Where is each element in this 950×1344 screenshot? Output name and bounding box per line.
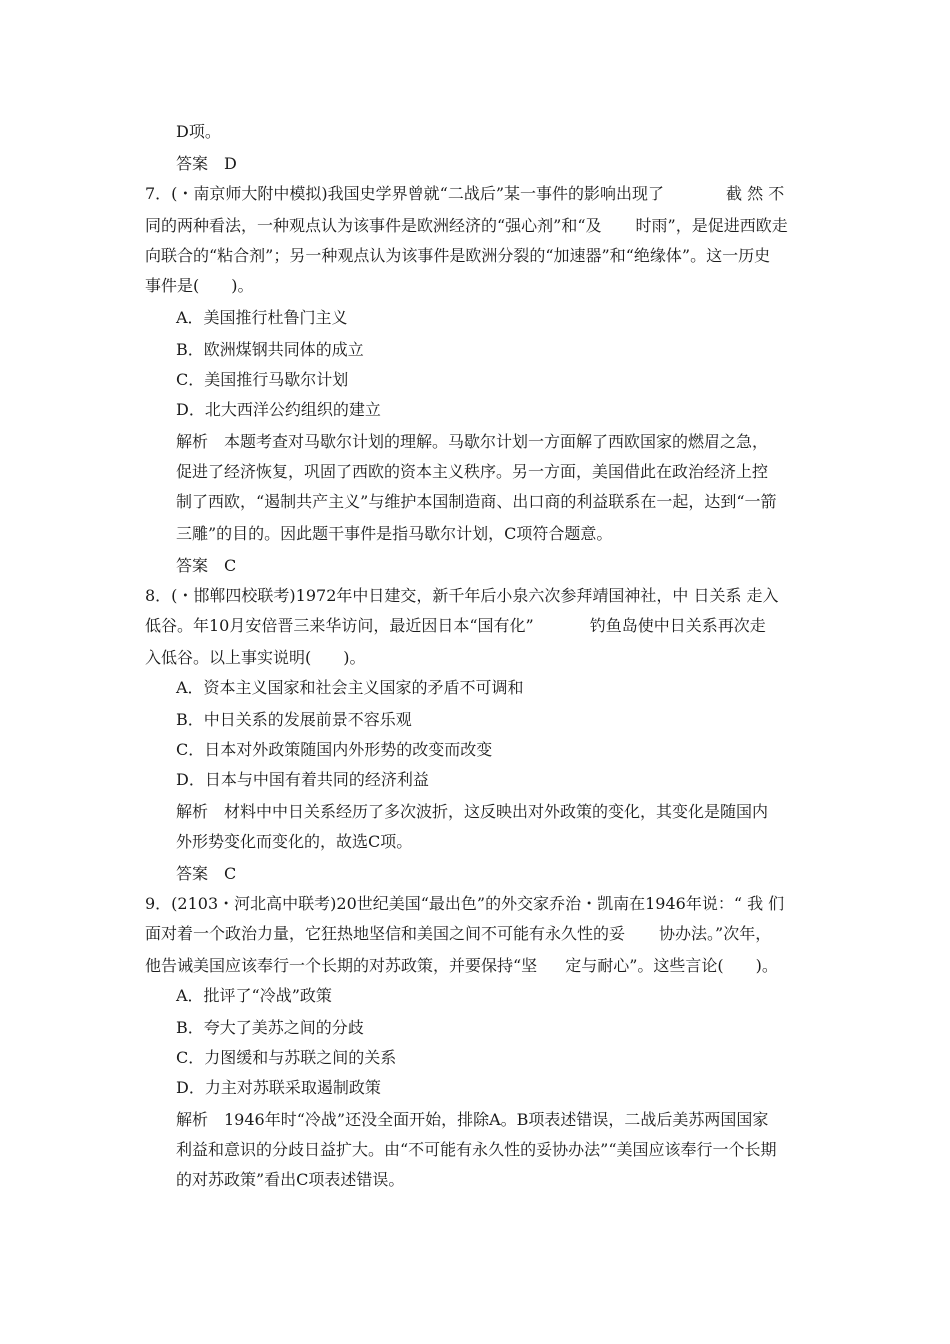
explanation-line: 解析 材料中中日关系经历了多次波折，这反映出对外政策的变化，其变化是随国内 (176, 802, 769, 821)
question-9-line-1: 9．(2103・河北高中联考)20世纪美国“最出色”的外交家乔治・凯南在1946年说：“ 我 们 (145, 894, 785, 913)
option-a: A．美国推行杜鲁门主义 (176, 308, 348, 327)
question-7-line-3: 向联合的“粘合剂”；另一种观点认为该事件是欧洲分裂的“加速器”和“绝缘体”。这一历史 (145, 246, 771, 265)
text-line: D项。 (176, 122, 221, 141)
explanation-line: 的对苏政策”看出C项表述错误。 (176, 1170, 405, 1189)
question-8-line-3: 入低谷。以上事实说明( )。 (145, 648, 366, 667)
question-8-line-1: 8．(・邯郸四校联考)1972年中日建交，新千年后小泉六次参拜靖国神社，中 日关系 走入 (145, 586, 779, 605)
answer-line: 答案 C (176, 864, 237, 883)
explanation-line: 解析 本题考查对马歇尔计划的理解。马歇尔计划一方面解了西欧国家的燃眉之急， (176, 432, 769, 451)
explanation-line: 外形势变化而变化的，故选C项。 (176, 832, 413, 851)
explanation-line: 解析 1946年时“冷战”还没全面开始，排除A。B项表述错误，二战后美苏两国国家 (176, 1110, 769, 1129)
question-9-line-3: 他告诫美国应该奉行一个长期的对苏政策，并要保持“坚 定与耐心”。这些言论( )。 (145, 956, 778, 975)
question-7-line-1: 7．(・南京师大附中模拟)我国史学界曾就“二战后”某一事件的影响出现了 截 然 不 (145, 184, 785, 203)
option-c: C．美国推行马歇尔计划 (176, 370, 349, 389)
question-7-line-4: 事件是( )。 (145, 276, 254, 295)
option-d: D．北大西洋公约组织的建立 (176, 400, 381, 419)
option-d: D．日本与中国有着共同的经济利益 (176, 770, 429, 789)
explanation-line: 三雕”的目的。因此题干事件是指马歇尔计划，C项符合题意。 (176, 524, 613, 543)
option-c: C．力图缓和与苏联之间的关系 (176, 1048, 397, 1067)
option-a: A．批评了“冷战”政策 (176, 986, 332, 1005)
option-a: A．资本主义国家和社会主义国家的矛盾不可调和 (176, 678, 524, 697)
option-b: B．欧洲煤钢共同体的成立 (176, 340, 364, 359)
answer-line: 答案 C (176, 556, 237, 575)
question-8-line-2: 低谷。年10月安倍晋三来华访问，最近因日本“国有化” 钓鱼岛使中日关系再次走 (145, 616, 766, 635)
option-b: B．夸大了美苏之间的分歧 (176, 1018, 364, 1037)
option-c: C．日本对外政策随国内外形势的改变而改变 (176, 740, 493, 759)
explanation-line: 利益和意识的分歧日益扩大。由“不可能有永久性的妥协办法”“美国应该奉行一个长期 (176, 1140, 777, 1159)
option-d: D．力主对苏联采取遏制政策 (176, 1078, 381, 1097)
question-7-line-2: 同的两种看法，一种观点认为该事件是欧洲经济的“强心剂”和“及 时雨”，是促进西欧走 (145, 216, 788, 235)
option-b: B．中日关系的发展前景不容乐观 (176, 710, 412, 729)
answer-line: 答案 D (176, 154, 237, 173)
explanation-line: 制了西欧，“遏制共产主义”与维护本国制造商、出口商的利益联系在一起，达到“一箭 (176, 492, 777, 511)
question-9-line-2: 面对着一个政治力量，它狂热地坚信和美国之间不可能有永久性的妥 协办法。”次年， (145, 924, 772, 943)
explanation-line: 促进了经济恢复，巩固了西欧的资本主义秩序。另一方面，美国借此在政治经济上控 (176, 462, 769, 481)
